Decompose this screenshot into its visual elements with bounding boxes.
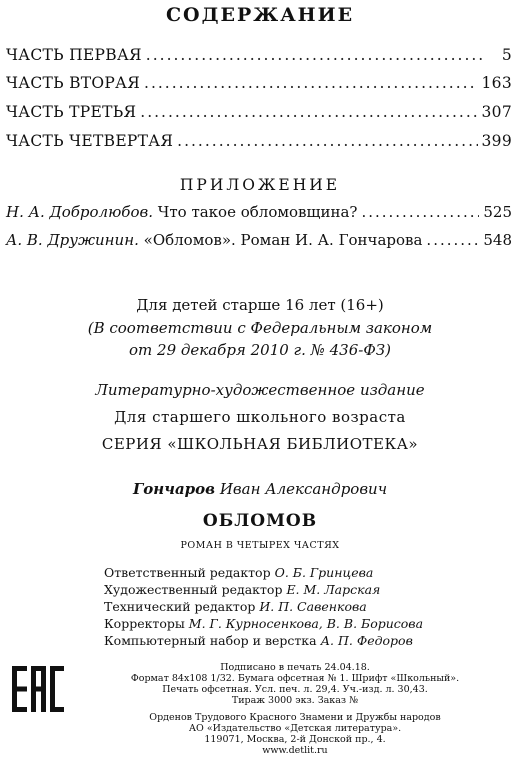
toc-item-page: 5: [501, 46, 512, 64]
toc-item: [6, 103, 512, 121]
publisher-name: АО «Издательство «Детская литература».: [188, 723, 402, 734]
leader-dots: [146, 46, 484, 64]
imprint-print: Печать офсетная. Усл. печ. л. 29,4. Уч.-изд. л. 30,43.: [162, 684, 428, 695]
imprint-block: [110, 662, 480, 706]
toc-item-label: ЧАСТЬ ВТОРАЯ: [6, 74, 141, 92]
credit-line: [104, 564, 423, 581]
toc-item-label: ЧАСТЬ ПЕРВАЯ: [6, 46, 142, 64]
edition-type: Литературно-художественное издание: [95, 381, 425, 399]
leader-dots: [177, 132, 477, 150]
publisher-block: [110, 712, 480, 756]
leader-dots: [144, 74, 477, 92]
credit-line: [104, 581, 423, 598]
credit-line: [104, 632, 423, 649]
toc-item-page: 307: [481, 103, 512, 121]
toc-item-label: ЧАСТЬ ТРЕТЬЯ: [6, 103, 137, 121]
toc-item: [6, 74, 512, 92]
toc-item-page: 399: [481, 132, 512, 150]
leader-dots: [361, 203, 479, 221]
age-rating: Для детей старше 16 лет (16+): [136, 296, 384, 314]
imprint-run: Тираж 3000 экз. Заказ №: [231, 695, 359, 706]
age-law-line2: от 29 декабря 2010 г. № 436-ФЗ): [129, 341, 391, 359]
credit-name: И. П. Савенкова: [259, 599, 367, 614]
credit-role: Корректоры: [104, 616, 185, 631]
appendix-text: «Обломов». Роман И. А. Гончарова: [143, 231, 423, 249]
toc-item: [6, 132, 512, 150]
author-first-names: Иван Александрович: [219, 480, 388, 498]
credit-name: М. Г. Курносенкова, В. В. Борисова: [188, 616, 424, 631]
toc-item-page: 163: [481, 74, 512, 92]
appendix-author: Н. А. Добролюбов.: [6, 203, 153, 221]
leader-dots: [426, 231, 479, 249]
imprint-format: Формат 84x108 1/32. Бумага офсетная № 1. Шрифт «Школьный».: [130, 673, 460, 684]
credit-role: Ответственный редактор: [104, 565, 271, 580]
appendix-item: [6, 203, 512, 221]
book-title: ОБЛОМОВ: [202, 511, 318, 531]
age-law-line1: (В соответствии с Федеральным законом: [87, 319, 433, 337]
credit-role: Технический редактор: [104, 599, 256, 614]
publisher-site: www.detlit.ru: [262, 745, 328, 756]
credit-role: Художественный редактор: [104, 582, 283, 597]
toc-item-label: ЧАСТЬ ЧЕТВЕРТАЯ: [6, 132, 174, 150]
credit-line: [104, 615, 423, 632]
appendix-page: 548: [483, 231, 512, 249]
credit-name: Е. М. Ларская: [286, 582, 381, 597]
appendix-page: 525: [483, 203, 512, 221]
toc-item: [6, 46, 512, 64]
imprint-signed: Подписано в печать 24.04.18.: [220, 662, 370, 673]
appendix-author: А. В. Дружинин.: [6, 231, 139, 249]
appendix-text: Что такое обломовщина?: [157, 203, 358, 221]
book-subtitle: РОМАН В ЧЕТЫРЕХ ЧАСТЯХ: [180, 540, 340, 551]
edition-audience: Для старшего школьного возраста: [114, 408, 406, 426]
appendix-item: [6, 231, 512, 249]
publisher-orders: Орденов Трудового Красного Знамени и Дружбы народов: [149, 712, 441, 723]
credit-name: А. П. Федоров: [320, 633, 413, 648]
author-last-name: Гончаров: [132, 480, 216, 498]
book-author: [0, 480, 520, 498]
eac-certification-logo: [12, 666, 64, 712]
credit-role: Компьютерный набор и верстка: [104, 633, 317, 648]
leader-dots: [140, 103, 477, 121]
publisher-address: 119071, Москва, 2-й Донской пр., 4.: [204, 734, 386, 745]
credit-name: О. Б. Гринцева: [274, 565, 374, 580]
appendix-title: ПРИЛОЖЕНИЕ: [179, 176, 341, 194]
credit-line: [104, 598, 423, 615]
toc-title: СОДЕРЖАНИЕ: [165, 4, 355, 26]
credits-list: [104, 564, 423, 649]
edition-series: СЕРИЯ «ШКОЛЬНАЯ БИБЛИОТЕКА»: [101, 435, 419, 453]
